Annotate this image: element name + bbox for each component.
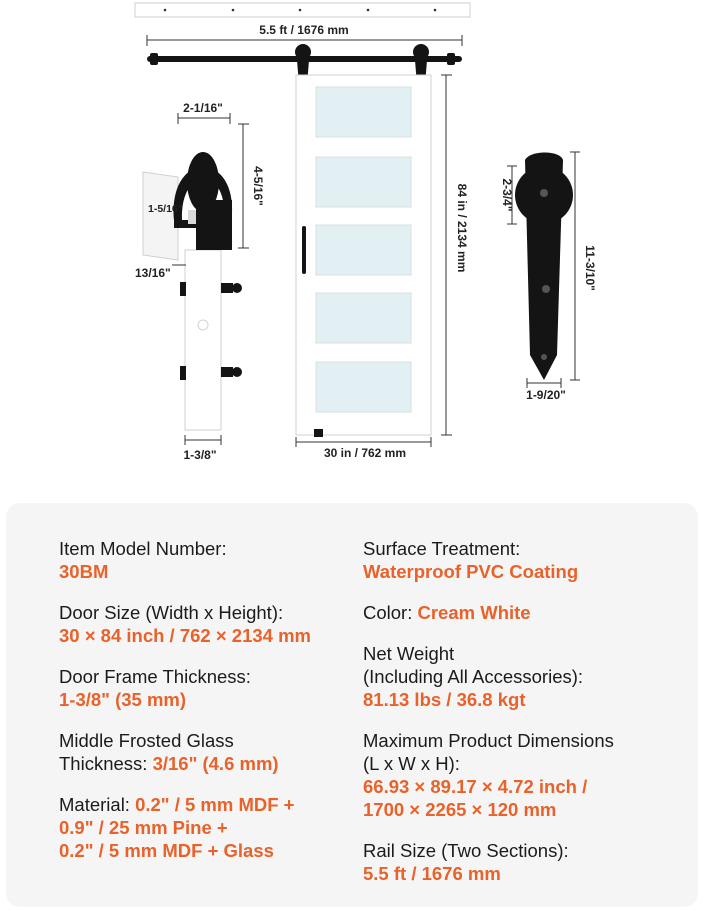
max-dimensions-value-line2: 1700 × 2265 × 120 mm bbox=[363, 799, 557, 820]
door-width-label: 30 in / 762 mm bbox=[323, 446, 407, 460]
material-value-line1: 0.2" / 5 mm MDF + bbox=[135, 794, 295, 815]
door-thickness-label: 1-3/8" bbox=[183, 448, 217, 462]
side-handle-knob bbox=[198, 320, 208, 330]
wall-board-side bbox=[143, 172, 178, 260]
rail-stopper-right bbox=[447, 53, 455, 65]
hanger-height-label: 4-5/16" bbox=[251, 166, 265, 206]
spec-color bbox=[363, 601, 683, 624]
hanger-width-label: 2-1/16" bbox=[183, 101, 223, 115]
rail-size-value: 5.5 ft / 1676 mm bbox=[363, 863, 501, 884]
item-model-value: 30BM bbox=[59, 561, 109, 582]
door-height-label: 84 in / 2134 mm bbox=[455, 183, 469, 273]
glass-thickness-label-line1: Middle Frosted Glass bbox=[59, 730, 234, 751]
door-height-dimension-line bbox=[441, 75, 452, 435]
frosted-glass-panes bbox=[316, 87, 411, 412]
spec-material bbox=[59, 793, 359, 862]
strap-tip-label: 1-9/20" bbox=[526, 388, 566, 402]
frame-thickness-label: Door Frame Thickness: bbox=[59, 666, 251, 687]
rail-length-label: 5.5 ft / 1676 mm bbox=[259, 23, 349, 37]
spec-glass-thickness bbox=[59, 729, 359, 775]
max-dimensions-label-line2: (L x W x H): bbox=[363, 753, 460, 774]
glass-thickness-value: 3/16" (4.6 mm) bbox=[152, 753, 279, 774]
floor-guide bbox=[314, 429, 323, 437]
surface-value: Waterproof PVC Coating bbox=[363, 561, 579, 582]
max-dimensions-value-line1: 66.93 × 89.17 × 4.72 inch / bbox=[363, 776, 588, 797]
bracket-offset-label: 13/16" bbox=[135, 266, 171, 280]
side-spacer bbox=[188, 210, 196, 224]
strap-length-label: 11-3/10" bbox=[583, 245, 597, 291]
door-thickness-dimension-line bbox=[185, 435, 221, 445]
strap-hanger bbox=[515, 153, 573, 381]
spec-door-size bbox=[59, 601, 359, 647]
material-value-line3: 0.2" / 5 mm MDF + Glass bbox=[59, 840, 274, 861]
color-value: Cream White bbox=[417, 602, 531, 623]
color-label: Color: bbox=[363, 602, 413, 623]
spec-rail-size bbox=[363, 839, 683, 885]
net-weight-label-line2: (Including All Accessories): bbox=[363, 666, 584, 687]
rail-stopper-left bbox=[150, 53, 158, 65]
item-model-label: Item Model Number: bbox=[59, 538, 227, 559]
door-size-label: Door Size (Width x Height): bbox=[59, 602, 284, 623]
specs-column-right bbox=[363, 537, 683, 903]
surface-label: Surface Treatment: bbox=[363, 538, 521, 559]
side-height-dimension-line bbox=[238, 124, 249, 248]
door-side-profile bbox=[185, 250, 221, 430]
spec-max-dimensions bbox=[363, 729, 683, 821]
max-dimensions-label-line1: Maximum Product Dimensions bbox=[363, 730, 614, 751]
header-board bbox=[135, 3, 470, 17]
door-size-value: 30 × 84 inch / 762 × 2134 mm bbox=[59, 625, 311, 646]
door-handle bbox=[302, 226, 306, 274]
glass-thickness-label-line2: Thickness: bbox=[59, 753, 148, 774]
net-weight-value: 81.13 lbs / 36.8 kgt bbox=[363, 689, 526, 710]
net-weight-label-line1: Net Weight bbox=[363, 643, 455, 664]
strap-wheel-label: 2-3/4" bbox=[500, 178, 514, 212]
specs-panel bbox=[6, 503, 698, 907]
rail-size-label: Rail Size (Two Sections): bbox=[363, 840, 569, 861]
material-value-line2: 0.9" / 25 mm Pine + bbox=[59, 817, 228, 838]
specs-column-left bbox=[59, 537, 359, 880]
spec-frame-thickness bbox=[59, 665, 359, 711]
frame-thickness-value: 1-3/8" (35 mm) bbox=[59, 689, 187, 710]
spec-surface bbox=[363, 537, 683, 583]
spec-net-weight bbox=[363, 642, 683, 711]
bracket-gap-label: 1-5/16" bbox=[148, 203, 183, 215]
material-label: Material: bbox=[59, 794, 130, 815]
spec-item-model bbox=[59, 537, 359, 583]
